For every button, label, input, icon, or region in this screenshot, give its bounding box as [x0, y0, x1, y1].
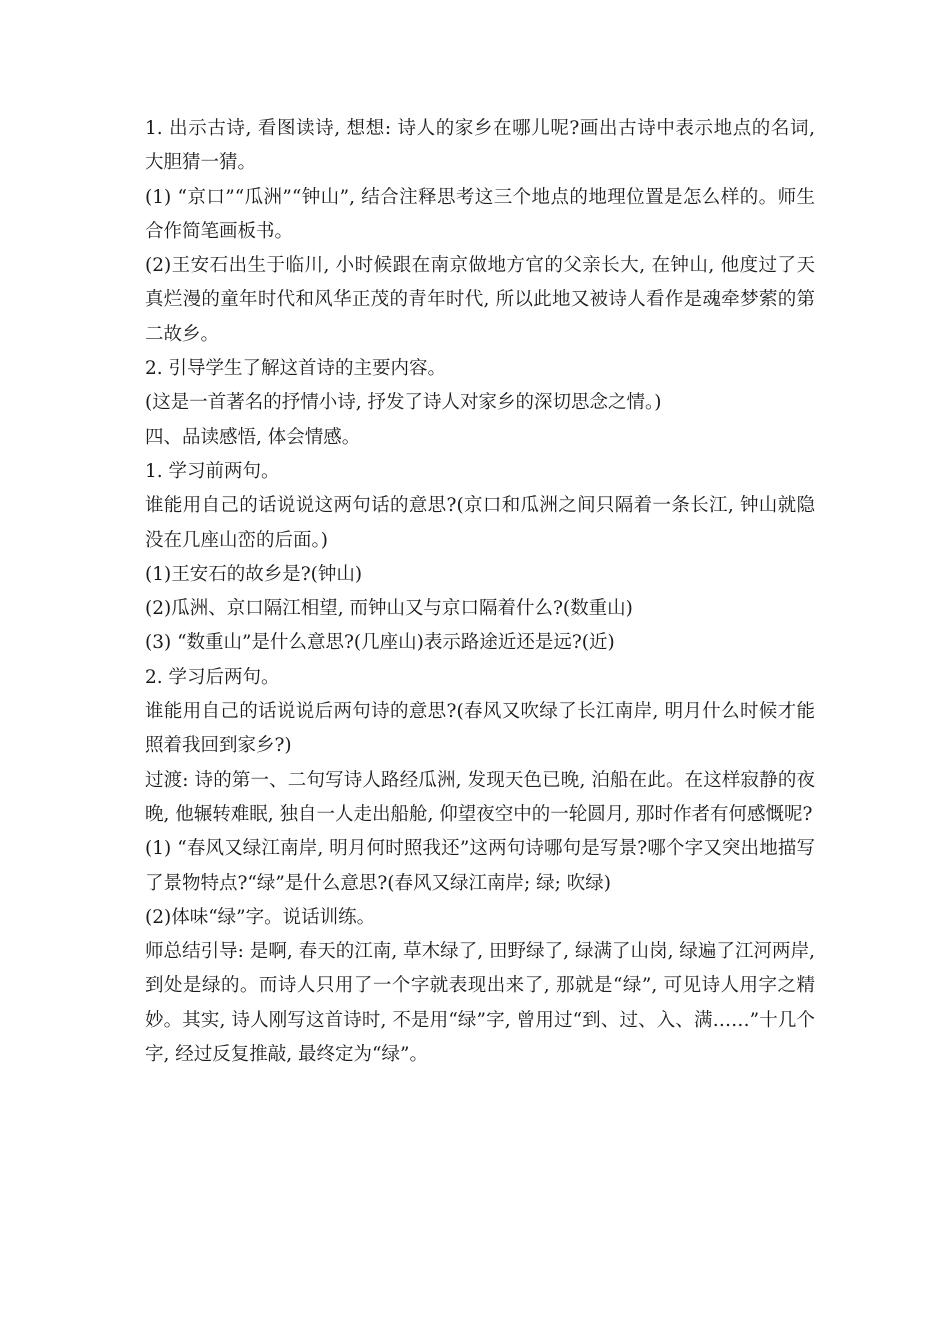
paragraph-1: 1. 出示古诗, 看图读诗, 想想: 诗人的家乡在哪儿呢?画出古诗中表示地点的名词, 大胆猜一猜。 [145, 118, 815, 174]
paragraph-10: (2)瓜洲、京口隔江相望, 而钟山又与京口隔着什么?(数重山) [145, 598, 633, 620]
document-body [145, 112, 815, 1072]
paragraph-14: 过渡: 诗的第一、二句写诗人路经瓜洲, 发现天色已晚, 泊船在此。在这样寂静的夜晚, 他辗转难眠, 独自一人走出船舱, 仰望夜空中的一轮圆月, 那时作者有何感慨呢? [145, 769, 815, 825]
paragraph-9: (1)王安石的故乡是?(钟山) [145, 563, 363, 585]
paragraph-5: (这是一首著名的抒情小诗, 抒发了诗人对家乡的深切思念之情。) [145, 392, 662, 414]
paragraph-12: 2. 学习后两句。 [145, 666, 280, 688]
paragraph-13: 谁能用自己的话说说后两句诗的意思?(春风又吹绿了长江南岸, 明月什么时候才能照着我回到家乡?) [145, 701, 815, 757]
paragraph-3: (2)王安石出生于临川, 小时候跟在南京做地方官的父亲长大, 在钟山, 他度过了天真烂漫的童年时代和风华正茂的青年时代, 所以此地又被诗人看作是魂牵梦萦的第二故乡。 [145, 255, 815, 345]
section-heading: 四、品读感悟, 体会情感。 [145, 426, 361, 448]
paragraph-11: (3) “数重山”是什么意思?(几座山)表示路途近还是远?(近) [145, 632, 615, 654]
paragraph-2: (1) “京口”“瓜洲”“钟山”, 结合注释思考这三个地点的地理位置是怎么样的。师生合作简笔画板书。 [145, 186, 815, 242]
paragraph-16: (2)体味“绿”字。说话训练。 [145, 906, 376, 928]
paragraph-17: 师总结引导: 是啊, 春天的江南, 草木绿了, 田野绿了, 绿满了山岗, 绿遍了江河两岸, 到处是绿的。而诗人只用了一个字就表现出来了, 那就是“绿”, 可见诗人用字之精妙。其实, 诗人刚写这首诗时, 不是用“绿”字, 曾用过“到、过、入、满……”十几个字, 经过反复推敲, 最终定为“绿”。 [145, 941, 815, 1066]
paragraph-4: 2. 引导学生了解这首诗的主要内容。 [145, 358, 447, 380]
paragraph-7: 1. 学习前两句。 [145, 460, 280, 482]
paragraph-8: 谁能用自己的话说说这两句话的意思?(京口和瓜洲之间只隔着一条长江, 钟山就隐没在几座山峦的后面。) [145, 495, 815, 551]
paragraph-15: (1) “春风又绿江南岸, 明月何时照我还”这两句诗哪句是写景?哪个字又突出地描写了景物特点?“绿”是什么意思?(春风又绿江南岸; 绿; 吹绿) [145, 838, 815, 894]
